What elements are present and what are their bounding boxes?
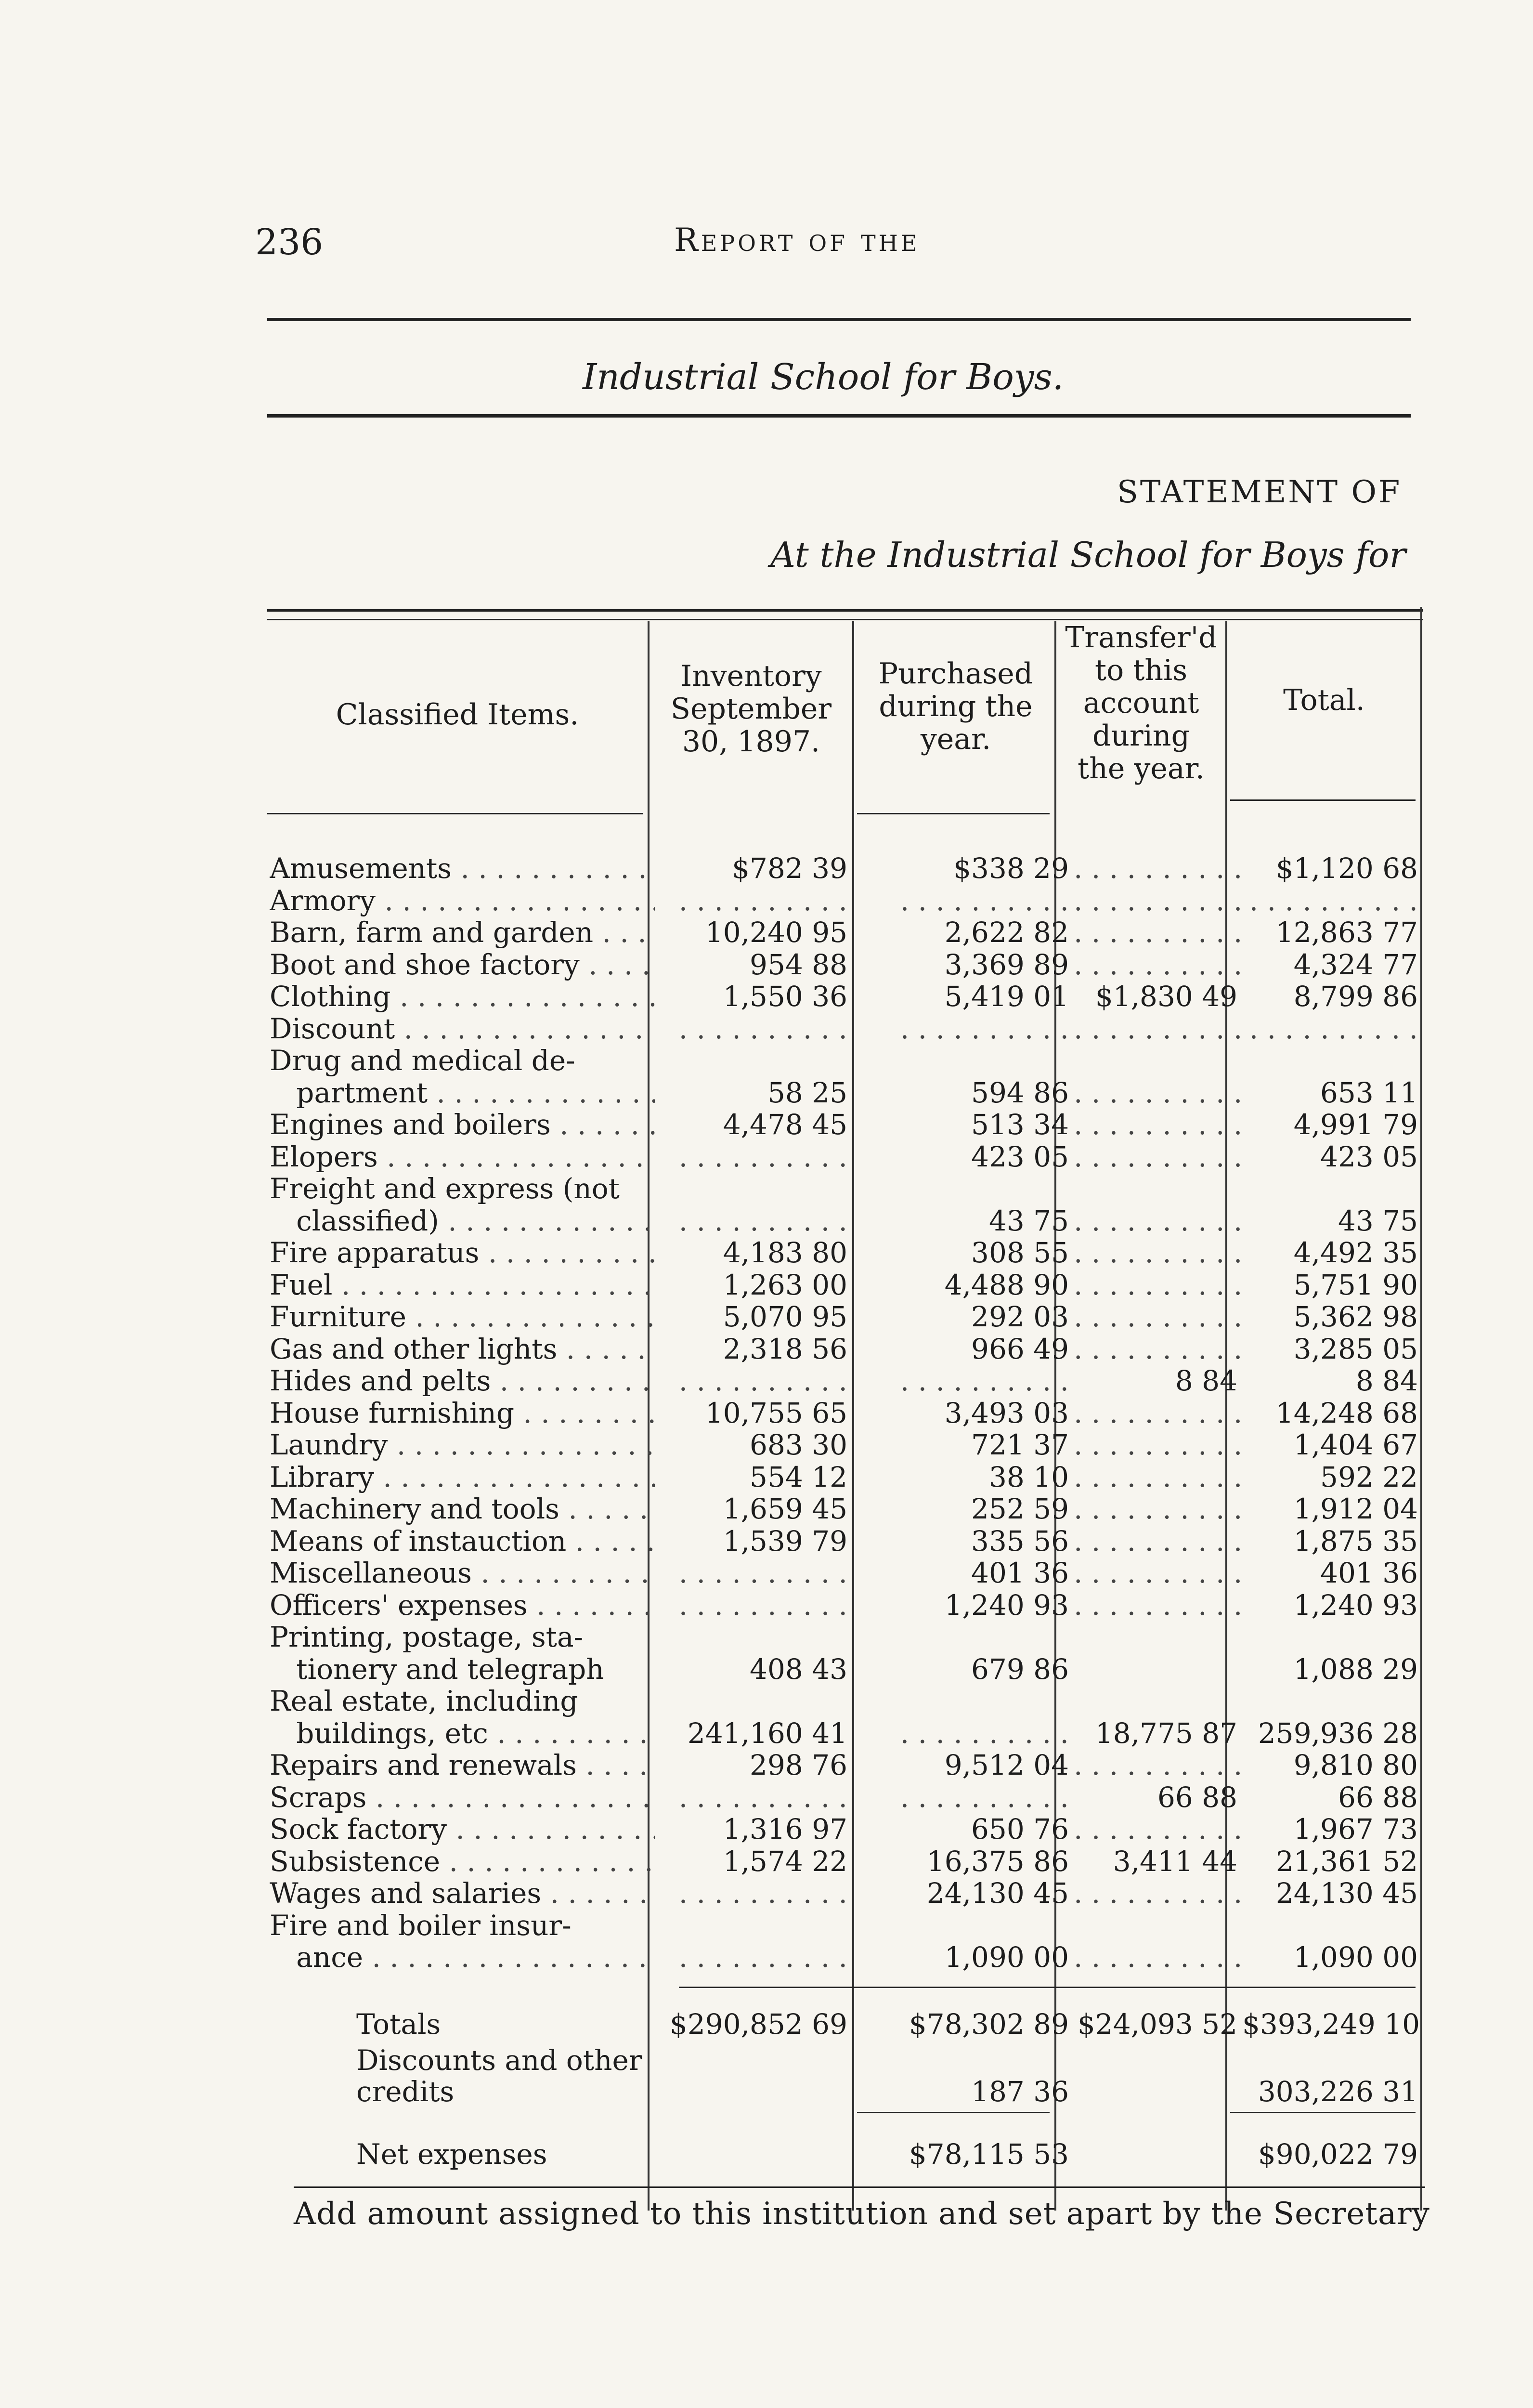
row-total: 8 84: [1355, 1364, 1418, 1397]
row-item-label: Drug and medical de-: [270, 1045, 575, 1076]
row-inventory: 58 25: [767, 1076, 847, 1109]
row-purchased: 24,130 45: [926, 1877, 1069, 1910]
row-item-label: Officers' expenses . . .: [270, 1589, 655, 1621]
row-transferred: [1074, 1941, 1237, 1973]
row-transferred: [1074, 949, 1237, 981]
row-item-label: Fuel . . .: [270, 1269, 655, 1301]
row-inventory: 408 43: [750, 1653, 847, 1686]
row-inventory: 1,316 97: [723, 1813, 847, 1845]
row-transferred: [1074, 852, 1237, 884]
row-item-label: partment . . .: [270, 1077, 655, 1109]
row-total: 4,492 35: [1293, 1236, 1418, 1269]
table-row: [0, 981, 1533, 1012]
row-item-label: Fire and boiler insur-: [270, 1910, 572, 1941]
row-purchased: 9,512 04: [944, 1749, 1069, 1781]
row-item-label: Discount . . .: [270, 1013, 655, 1045]
row-item-label: tionery and telegraph: [270, 1653, 604, 1685]
row-total: 43 75: [1338, 1204, 1418, 1237]
row-purchased: [862, 1717, 1069, 1749]
row-inventory: 954 88: [750, 948, 847, 981]
row-purchased: 3,369 89: [944, 948, 1069, 981]
table-row: [0, 1493, 1533, 1525]
row-inventory: [655, 1141, 847, 1173]
net-rule: [1230, 2112, 1416, 2113]
row-item-label: Freight and express (not: [270, 1173, 620, 1204]
row-item-label: Sock factory . . .: [270, 1813, 655, 1845]
row-inventory: [655, 1365, 847, 1397]
row-transferred: [1074, 1013, 1237, 1045]
table-row: [0, 916, 1533, 948]
table-row: [0, 1461, 1533, 1493]
table-row: [0, 1173, 1533, 1204]
row-total: 259,936 28: [1258, 1717, 1418, 1750]
row-item-label: Hides and pelts . . .: [270, 1365, 655, 1397]
table-row: [0, 1910, 1533, 1941]
row-purchased: 513 34: [971, 1108, 1069, 1141]
table-row: [0, 1749, 1533, 1781]
row-item-label: Furniture . . .: [270, 1301, 655, 1333]
row-total: 21,361 52: [1275, 1845, 1418, 1878]
totals-purchased: $78,302 89: [909, 2008, 1069, 2041]
row-purchased: $338 29: [953, 852, 1069, 885]
row-total: 1,967 73: [1293, 1813, 1418, 1845]
table-row: [0, 1237, 1533, 1269]
row-purchased: 650 76: [971, 1813, 1069, 1845]
header-rule: [857, 813, 1050, 814]
net-expenses-label: Net expenses: [356, 2138, 547, 2171]
row-purchased: 594 86: [971, 1076, 1069, 1109]
table-row: [0, 1621, 1533, 1653]
header-rule: [1230, 799, 1416, 801]
row-transferred: 3,411 44: [1113, 1845, 1237, 1878]
table-row: [0, 1877, 1533, 1909]
row-total: 24,130 45: [1275, 1877, 1418, 1910]
table-row: [0, 1205, 1533, 1237]
row-inventory: 4,478 45: [723, 1108, 847, 1141]
row-total: 12,863 77: [1275, 916, 1418, 949]
row-purchased: 2,622 82: [944, 916, 1069, 949]
table-row: [0, 1429, 1533, 1461]
table-row: [0, 1685, 1533, 1717]
row-item-label: Library . . .: [270, 1461, 655, 1493]
row-transferred: [1074, 1269, 1237, 1301]
row-purchased: 252 59: [971, 1492, 1069, 1525]
row-purchased: 1,090 00: [944, 1941, 1069, 1974]
table-row: [0, 1013, 1533, 1045]
table-row: [0, 1941, 1533, 1973]
header-total: Total.: [1283, 683, 1365, 717]
row-purchased: 308 55: [971, 1236, 1069, 1269]
row-total: 4,991 79: [1293, 1108, 1418, 1141]
discounts-credits-label: credits: [356, 2075, 455, 2108]
row-transferred: [1074, 1749, 1237, 1781]
row-item-label: Laundry . . .: [270, 1429, 655, 1461]
row-inventory: 5,070 95: [723, 1300, 847, 1333]
section-title: Industrial School for Boys.: [583, 356, 1064, 398]
row-item-label: Armory . . .: [270, 885, 655, 916]
row-item-label: Printing, postage, sta-: [270, 1621, 584, 1653]
table-row: [0, 1045, 1533, 1076]
row-total: 592 22: [1320, 1461, 1418, 1493]
row-item-label: Machinery and tools . . .: [270, 1493, 655, 1525]
row-inventory: [655, 1013, 847, 1045]
row-inventory: 10,755 65: [705, 1397, 847, 1429]
row-transferred: [1074, 1461, 1237, 1493]
row-purchased: 292 03: [971, 1300, 1069, 1333]
row-purchased: 16,375 86: [926, 1845, 1069, 1878]
net-rule: [857, 2112, 1050, 2113]
row-transferred: $1,830 49: [1095, 980, 1237, 1013]
table-row: [0, 1333, 1533, 1365]
header-classified-items: Classified Items.: [336, 698, 579, 732]
row-purchased: [862, 1781, 1069, 1813]
header-transferred: Transfer'd to this account during the year.: [1065, 621, 1217, 785]
row-item-label: Clothing . . .: [270, 981, 655, 1012]
table-top-rule: [267, 609, 1423, 612]
row-item-label: Fire apparatus . . .: [270, 1237, 655, 1269]
row-total: 1,088 29: [1293, 1653, 1418, 1686]
row-purchased: 3,493 03: [944, 1397, 1069, 1429]
totals-label: Totals: [356, 2008, 441, 2041]
row-transferred: [1074, 1109, 1237, 1140]
table-row: [0, 1397, 1533, 1429]
totals-row: [0, 2008, 1533, 2040]
statement-subtitle: At the Industrial School for Boys for: [770, 535, 1406, 575]
row-inventory: $782 39: [732, 852, 847, 885]
table-row: [0, 1557, 1533, 1589]
row-item-label: Means of instauction . . .: [270, 1525, 655, 1557]
row-item-label: Miscellaneous . . .: [270, 1557, 655, 1589]
table-row: [0, 1781, 1533, 1813]
header-inventory: Inventory September 30, 1897.: [670, 659, 832, 759]
net-total: $90,022 79: [1258, 2138, 1418, 2171]
table-row: [0, 885, 1533, 916]
row-purchased: 5,419 01: [944, 980, 1069, 1013]
row-transferred: [1074, 1333, 1237, 1365]
row-item-label: Subsistence . . .: [270, 1845, 655, 1877]
row-total: 653 11: [1320, 1076, 1418, 1109]
section-rule: [267, 414, 1411, 418]
row-total: 5,362 98: [1293, 1300, 1418, 1333]
row-purchased: 335 56: [971, 1525, 1069, 1557]
totals-rule: [679, 1987, 1416, 1988]
row-inventory: [655, 1781, 847, 1813]
totals-inventory: $290,852 69: [670, 2008, 847, 2041]
row-item-label: Gas and other lights . . .: [270, 1333, 655, 1365]
top-rule: [267, 318, 1411, 321]
row-transferred: [1074, 1237, 1237, 1269]
table-row: [0, 1365, 1533, 1397]
running-head: Report of the: [674, 222, 920, 259]
totals-total: $393,249 10: [1242, 2008, 1420, 2041]
row-inventory: [655, 1557, 847, 1589]
table-row: [0, 1109, 1533, 1140]
discounts-total: 303,226 31: [1258, 2075, 1418, 2108]
table-row: [0, 949, 1533, 981]
row-purchased: [862, 885, 1069, 916]
table-top-rule-2: [267, 619, 1423, 620]
row-purchased: 679 86: [971, 1653, 1069, 1686]
row-total: 8,799 86: [1293, 980, 1418, 1013]
row-item-label: Wages and salaries . . .: [270, 1877, 655, 1909]
row-total: 1,404 67: [1293, 1428, 1418, 1461]
row-inventory: 2,318 56: [723, 1333, 847, 1365]
discounts-row: [0, 2076, 1533, 2107]
row-inventory: [655, 1589, 847, 1621]
discounts-row-label: [0, 2044, 1533, 2076]
row-item-label: buildings, etc . . .: [270, 1717, 655, 1749]
row-inventory: 1,539 79: [723, 1525, 847, 1557]
row-total: [1242, 1013, 1418, 1045]
row-purchased: 966 49: [971, 1333, 1069, 1365]
row-total: 66 88: [1338, 1781, 1418, 1814]
row-inventory: 298 76: [750, 1749, 847, 1781]
page-number: 236: [255, 222, 324, 263]
row-purchased: 4,488 90: [944, 1269, 1069, 1301]
row-item-label: Real estate, including: [270, 1685, 578, 1717]
row-transferred: [1074, 1429, 1237, 1461]
discounts-purchased: 187 36: [971, 2075, 1069, 2108]
table-row: [0, 1301, 1533, 1333]
row-transferred: 18,775 87: [1095, 1717, 1237, 1750]
row-total: 4,324 77: [1293, 948, 1418, 981]
row-item-label: Repairs and renewals . . .: [270, 1749, 655, 1781]
row-total: 14,248 68: [1275, 1397, 1418, 1429]
table-row: [0, 1653, 1533, 1685]
net-purchased: $78,115 53: [909, 2138, 1069, 2171]
row-transferred: [1074, 1557, 1237, 1589]
row-inventory: 1,659 45: [723, 1492, 847, 1525]
row-transferred: 66 88: [1157, 1781, 1237, 1814]
row-item-label: ance . . .: [270, 1941, 655, 1973]
row-inventory: 554 12: [750, 1461, 847, 1493]
table-row: [0, 1845, 1533, 1877]
net-expenses-row: [0, 2138, 1533, 2170]
table-row: [0, 1141, 1533, 1173]
row-transferred: [1074, 1301, 1237, 1333]
footer-rule: [294, 2186, 1425, 2188]
row-inventory: 1,574 22: [723, 1845, 847, 1878]
row-inventory: [655, 1205, 847, 1237]
row-item-label: Scraps . . .: [270, 1781, 655, 1813]
table-row: [0, 1589, 1533, 1621]
row-purchased: 423 05: [971, 1140, 1069, 1173]
footer-text: Add amount assigned to this institution and set apart by the Secretary: [294, 2196, 1430, 2232]
row-total: 423 05: [1320, 1140, 1418, 1173]
row-total: 1,240 93: [1293, 1589, 1418, 1622]
row-inventory: 683 30: [750, 1428, 847, 1461]
row-inventory: 241,160 41: [687, 1717, 847, 1750]
row-transferred: [1074, 1397, 1237, 1429]
row-purchased: [862, 1013, 1069, 1045]
row-total: 3,285 05: [1293, 1333, 1418, 1365]
statement-title: STATEMENT OF: [1117, 474, 1402, 510]
row-transferred: [1074, 916, 1237, 948]
row-total: 1,875 35: [1293, 1525, 1418, 1557]
table-row: [0, 1717, 1533, 1749]
row-inventory: [655, 1941, 847, 1973]
row-item-label: Barn, farm and garden . . .: [270, 916, 655, 948]
row-transferred: [1074, 1077, 1237, 1109]
header-purchased: Purchased during the year.: [878, 657, 1033, 756]
row-inventory: [655, 1877, 847, 1909]
row-transferred: [1074, 1813, 1237, 1845]
row-purchased: 721 37: [971, 1428, 1069, 1461]
row-purchased: [862, 1365, 1069, 1397]
row-purchased: 43 75: [988, 1204, 1069, 1237]
row-transferred: [1074, 885, 1237, 916]
row-transferred: [1074, 1493, 1237, 1525]
row-transferred: [1074, 1525, 1237, 1557]
row-transferred: [1074, 1141, 1237, 1173]
row-inventory: 4,183 80: [723, 1236, 847, 1269]
table-row: [0, 1525, 1533, 1557]
discounts-label: Discounts and other: [356, 2044, 642, 2077]
row-total: 1,090 00: [1293, 1941, 1418, 1974]
row-purchased: 38 10: [988, 1461, 1069, 1493]
row-item-label: Boot and shoe factory . . .: [270, 949, 655, 981]
table-row: [0, 1813, 1533, 1845]
row-total: 5,751 90: [1293, 1269, 1418, 1301]
row-item-label: Amusements . . .: [270, 852, 655, 884]
row-total: $1,120 68: [1275, 852, 1418, 885]
row-item-label: classified) . . .: [270, 1205, 655, 1237]
row-inventory: 1,550 36: [723, 980, 847, 1013]
row-total: 401 36: [1320, 1557, 1418, 1589]
row-total: [1242, 885, 1418, 916]
table-row: [0, 852, 1533, 884]
row-transferred: 8 84: [1175, 1364, 1237, 1397]
row-transferred: [1074, 1589, 1237, 1621]
table-row: [0, 1269, 1533, 1301]
row-purchased: 1,240 93: [944, 1589, 1069, 1622]
row-item-label: Elopers . . .: [270, 1141, 655, 1173]
row-item-label: House furnishing . . .: [270, 1397, 655, 1429]
row-purchased: 401 36: [971, 1557, 1069, 1589]
row-inventory: 10,240 95: [705, 916, 847, 949]
row-inventory: 1,263 00: [723, 1269, 847, 1301]
row-total: 1,912 04: [1293, 1492, 1418, 1525]
table-row: [0, 1077, 1533, 1109]
header-rule: [267, 813, 643, 814]
row-transferred: [1074, 1877, 1237, 1909]
row-item-label: Engines and boilers . . .: [270, 1109, 655, 1140]
row-transferred: [1074, 1205, 1237, 1237]
totals-transferred: $24,093 52: [1077, 2008, 1237, 2041]
row-inventory: [655, 885, 847, 916]
row-total: 9,810 80: [1293, 1749, 1418, 1781]
